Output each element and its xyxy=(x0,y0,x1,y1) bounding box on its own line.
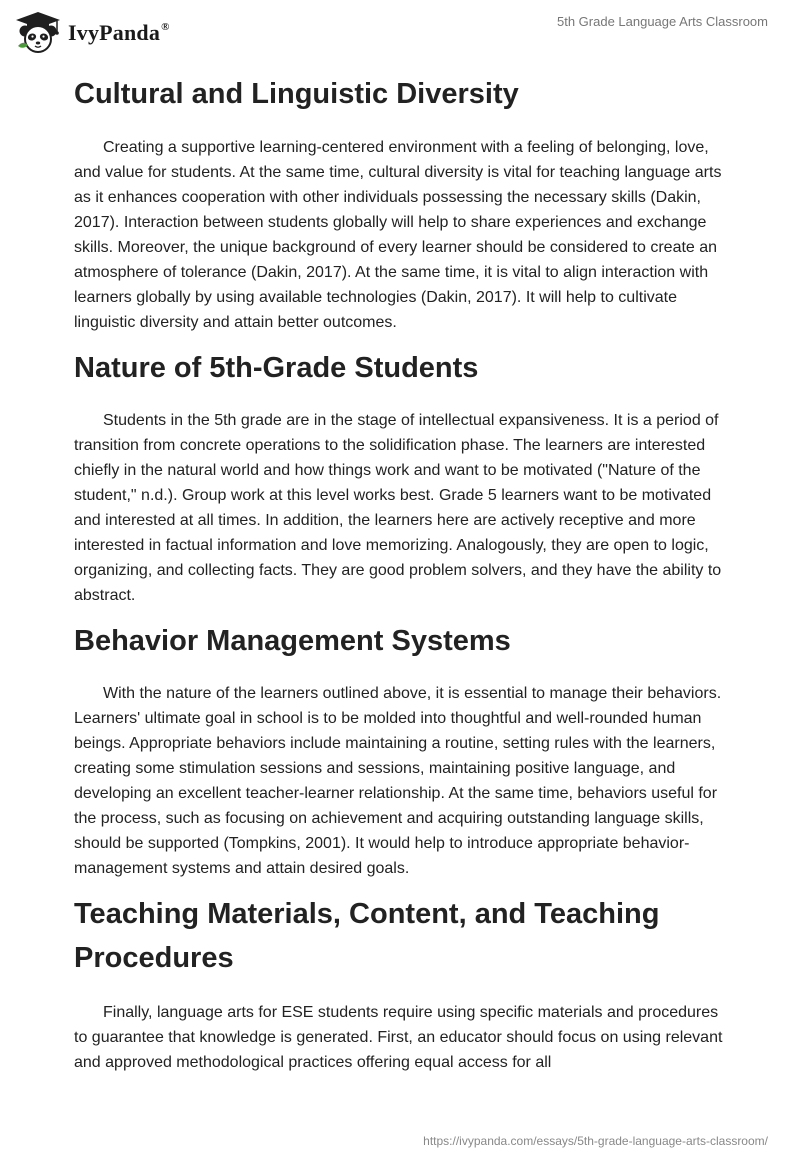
section-heading-cultural-diversity: Cultural and Linguistic Diversity xyxy=(74,78,519,110)
section-paragraph-behavior-management: With the nature of the learners outlined above, it is essential to manage their behaviors. Learners' ultimate goal in school is to be molded into thoughtful and well-rounded human beings. Appropriate behaviors include maintaining a routine, setting rules with the learners, creating some stimulation sessions and sessions, maintaining positive language, and developing an excellent teacher-learner relationship. At the same time, behaviors useful for the process, such as focusing on achievement and acquiring outstanding language skills, should be supported (Tompkins, 2001). It would help to introduce appropriate behavior-management systems and attain desired goals. xyxy=(74,685,722,877)
section-paragraph-nature-of-students: Students in the 5th grade are in the stage of intellectual expansiveness. It is a period of transition from concrete operations to the solidification phase. The learners are interested chiefly in the natural world and how things work and want to be motivated ("Nature of the student," n.d.). Group work at this level works best. Grade 5 learners want to be motivated and interested at all times. In addition, the learners here are actively receptive and more interested in factual information and love memorizing. Analogously, they are open to logic, organizing, and collecting facts. They are good problem solvers, and they have the ability to abstract. xyxy=(74,412,722,604)
page-header xyxy=(0,0,800,60)
panda-graduation-cap-icon xyxy=(14,10,62,54)
section-heading-nature-of-students: Nature of 5th-Grade Students xyxy=(74,352,479,384)
ivypanda-logo[interactable] xyxy=(14,9,170,55)
section-heading-behavior-management: Behavior Management Systems xyxy=(74,625,511,657)
registered-mark: ® xyxy=(161,20,170,33)
document-title: 5th Grade Language Arts Classroom xyxy=(556,14,768,29)
section-heading-teaching-materials: Teaching Materials, Content, and Teaching Procedures xyxy=(74,898,660,974)
essay-body xyxy=(74,70,734,1075)
section-paragraph-cultural-diversity: Creating a supportive learning-centered environment with a feeling of belonging, love, and value for students. At the same time, cultural diversity is vital for teaching language arts as it enhances cooperation with other individuals possessing the necessary skills (Dakin, 2017). Interaction between students globally will help to share experiences and exchange skills. Moreover, the unique background of every learner should be considered to create an atmosphere of tolerance (Dakin, 2017). At the same time, it is vital to align interaction with learners globally by using available technologies (Dakin, 2017). It will help to cultivate linguistic diversity and attain better outcomes. xyxy=(74,139,722,331)
source-url-link[interactable]: https://ivypanda.com/essays/5th-grade-language-arts-classroom/ xyxy=(423,1134,768,1148)
section-paragraph-teaching-materials: Finally, language arts for ESE students require using specific materials and procedures to guarantee that knowledge is generated. First, an educator should focus on using relevant and approved methodological practices offering equal access for all xyxy=(74,1004,723,1071)
logo-wordmark: IvyPanda® xyxy=(68,20,170,45)
